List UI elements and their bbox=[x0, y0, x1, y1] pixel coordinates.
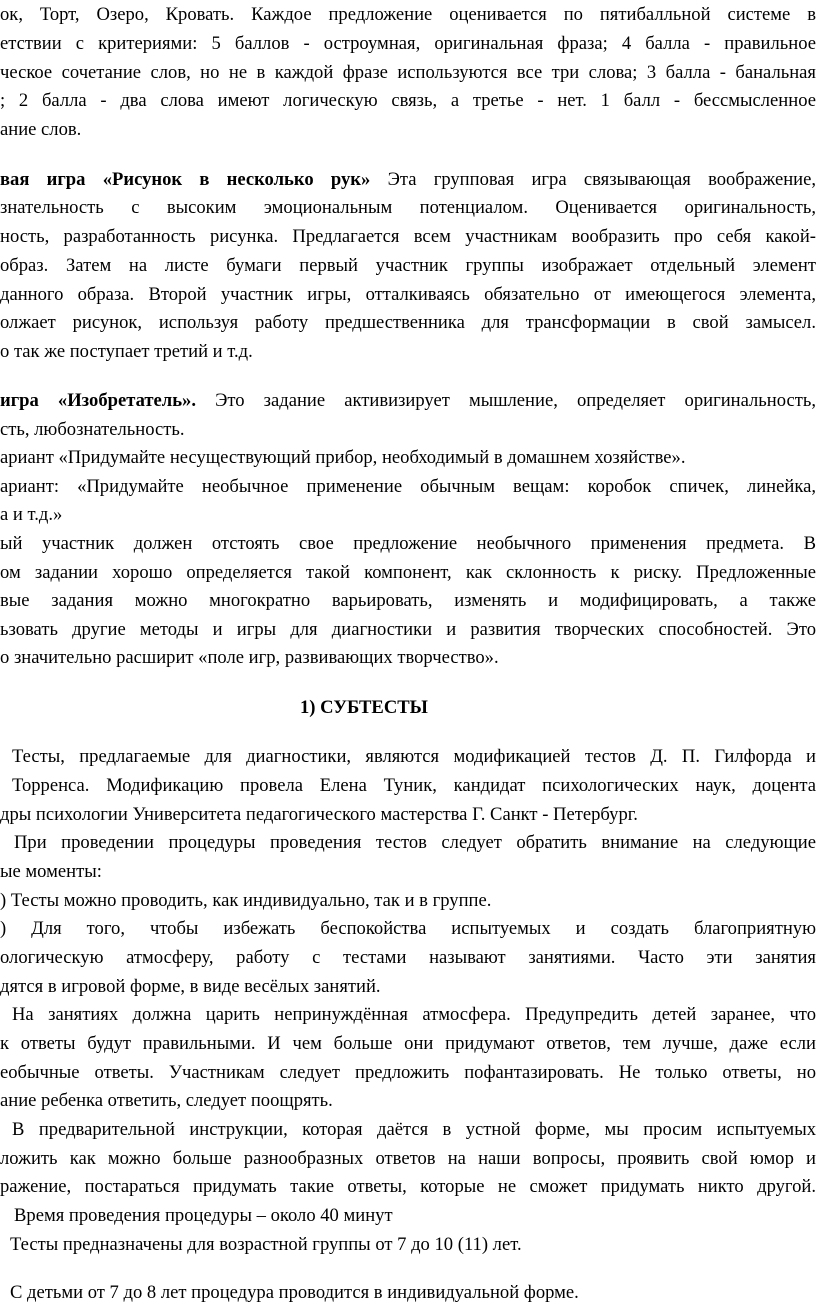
text-line: ) Для того, чтобы избежать беспокойства испытуемых и создать благоприятную bbox=[0, 918, 816, 939]
text-line: При проведении процедуры проведения тестов следует обратить внимание на следующие bbox=[14, 832, 816, 853]
text-line: ) Тесты можно проводить, как индивидуально, так и в группе. bbox=[0, 890, 492, 911]
text-line: ьзовать другие методы и игры для диагностики и развития творческих способностей. Это bbox=[0, 619, 816, 640]
text-line: данного образа. Второй участник игры, отталкиваясь обязательно от имеющегося элемента, bbox=[0, 284, 816, 305]
text-line: ание слов. bbox=[0, 119, 82, 140]
section-heading-drawing-game: вая игра «Рисунок в несколько рук» bbox=[0, 169, 371, 190]
text-line: вые задания можно многократно варьировать, изменять и модифицировать, а также bbox=[0, 590, 816, 611]
text-line: Время проведения процедуры – около 40 минут bbox=[14, 1205, 393, 1226]
text-line: вая игра «Рисунок в несколько рук» Эта групповая игра связывающая воображение, bbox=[0, 169, 816, 190]
text-line: дятся в игровой форме, в виде весёлых занятий. bbox=[0, 976, 381, 997]
section-heading-inventor-game: игра «Изобретатель». bbox=[0, 390, 196, 411]
text-line: олжает рисунок, используя работу предшественника для трансформации в свой замысел. bbox=[0, 312, 816, 333]
text-line: о значительно расширит «поле игр, развивающих творчество». bbox=[0, 647, 499, 668]
text-line: ологическую атмосферу, работу с тестами называют занятиями. Часто эти занятия bbox=[0, 947, 816, 968]
text-line: В предварительной инструкции, которая даётся в устной форме, мы просим испытуемых bbox=[12, 1119, 816, 1140]
text-line: Тесты, предлагаемые для диагностики, являются модификацией тестов Д. П. Гилфорда и bbox=[12, 746, 816, 767]
text-line: дры психологии Университета педагогического мастерства Г. Санкт - Петербург. bbox=[0, 804, 638, 825]
text-line: На занятиях должна царить непринуждённая атмосфера. Предупредить детей заранее, что bbox=[12, 1004, 816, 1025]
text-line: знательность с высоким эмоциональным потенциалом. Оценивается оригинальность, bbox=[0, 197, 816, 218]
text-line: ом задании хорошо определяется такой компонент, как склонность к риску. Предложенные bbox=[0, 562, 816, 583]
text-line: ариант: «Придумайте необычное применение обычным вещам: коробок спичек, линейка, bbox=[0, 476, 816, 497]
text-line: ; 2 балла - два слова имеют логическую связь, а третье - нет. 1 балл - бессмысленное bbox=[0, 90, 816, 111]
text-line: ложить как можно больше разнообразных ответов на наши вопросы, проявить свой юмор и bbox=[0, 1148, 816, 1169]
text-line: еобычные ответы. Участникам следует предложить пофантазировать. Не только ответы, но bbox=[0, 1062, 816, 1083]
text-line: о так же поступает третий и т.д. bbox=[0, 341, 253, 362]
text-line: игра «Изобретатель». Это задание активизирует мышление, определяет оригинальность, bbox=[0, 390, 816, 411]
text-line: ание ребенка ответить, следует поощрять. bbox=[0, 1090, 333, 1111]
text-line: ые моменты: bbox=[0, 861, 102, 882]
text-line: Торренса. Модификацию провела Елена Туник, кандидат психологических наук, доцента bbox=[12, 775, 816, 796]
text-line: образ. Затем на листе бумаги первый участник группы изображает отдельный элемент bbox=[0, 255, 816, 276]
text-line: ариант «Придумайте несуществующий прибор, необходимый в домашнем хозяйстве». bbox=[0, 447, 686, 468]
section-heading-subtests: 1) СУБТЕСТЫ bbox=[300, 697, 428, 718]
text-line: етствии с критериями: 5 баллов - остроумная, оригинальная фраза; 4 балла - правильное bbox=[0, 33, 816, 54]
text-line: ческое сочетание слов, но не в каждой фразе используются все три слова; 3 балла - банальная bbox=[0, 62, 816, 83]
text-line: сть, любознательность. bbox=[0, 419, 185, 440]
text-line: С детьми от 7 до 8 лет процедура проводится в индивидуальной форме. bbox=[10, 1282, 579, 1303]
text-line: к ответы будут правильными. И чем больше они придумают ответов, тем лучше, даже если bbox=[0, 1033, 816, 1054]
text-line: ражение, постараться придумать такие ответы, которые не сможет придумать никто другой. bbox=[0, 1176, 816, 1197]
text-line: ность, разработанность рисунка. Предлагается всем участникам вообразить про себя какой- bbox=[0, 226, 816, 247]
text-line: Тесты предназначены для возрастной группы от 7 до 10 (11) лет. bbox=[10, 1234, 522, 1255]
text-line: ый участник должен отстоять свое предложение необычного применения предмета. В bbox=[0, 533, 816, 554]
text-line: ок, Торт, Озеро, Кровать. Каждое предложение оценивается по пятибалльной системе в bbox=[0, 4, 816, 25]
text-line: а и т.д.» bbox=[0, 504, 63, 525]
